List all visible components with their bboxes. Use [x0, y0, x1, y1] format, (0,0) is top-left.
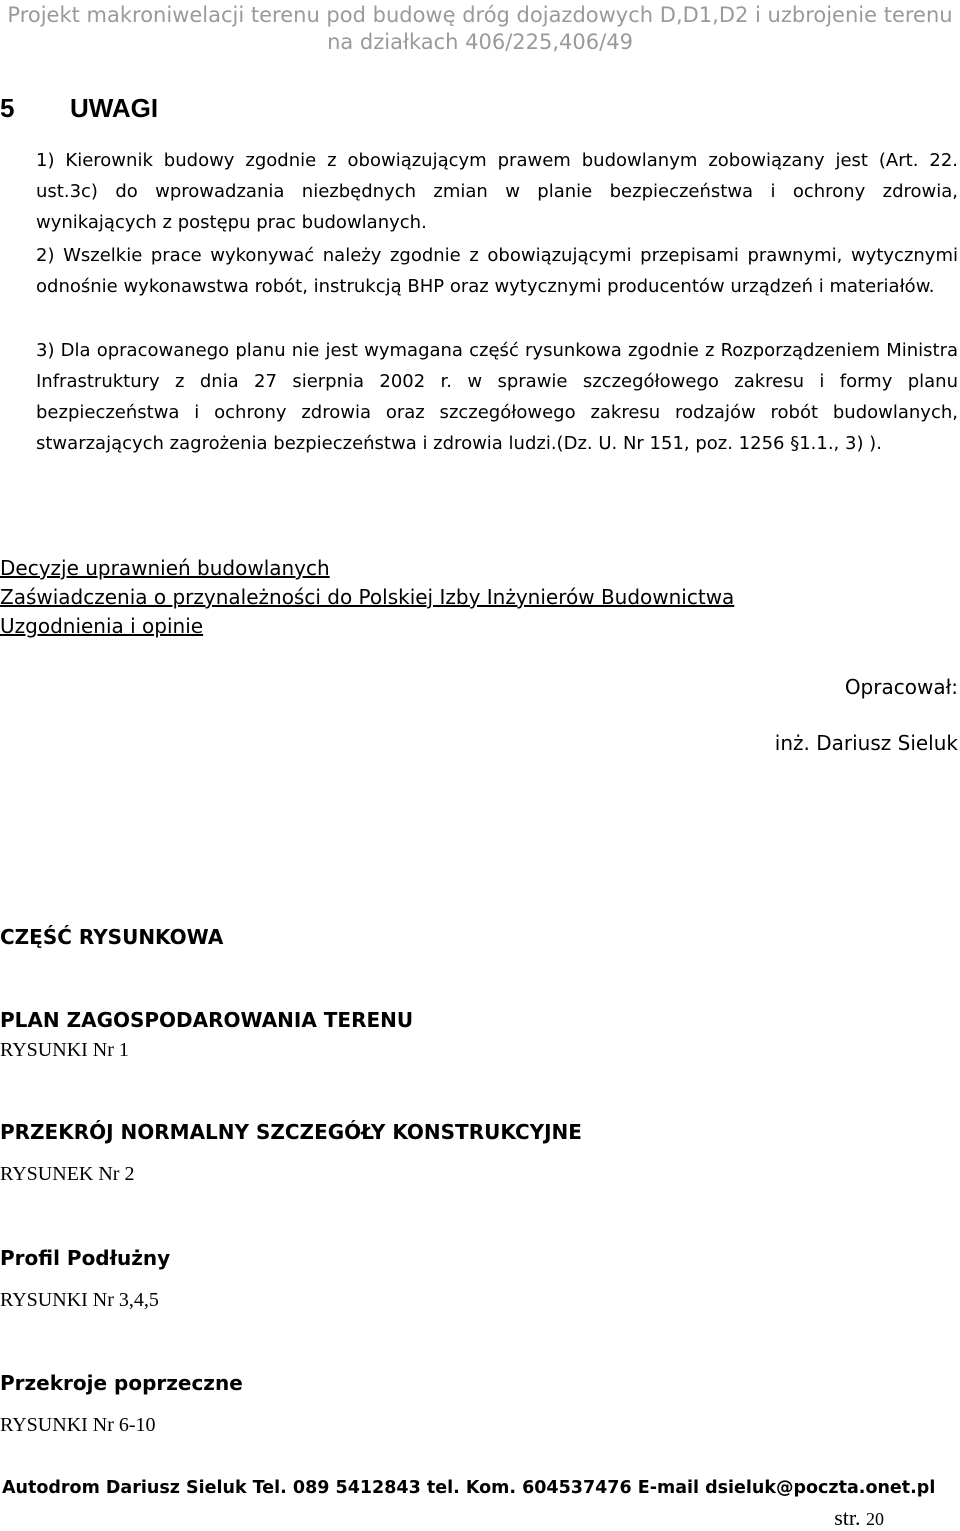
- signature-label: Opracował:: [844, 675, 958, 699]
- page-number: [834, 1505, 884, 1531]
- section-title: UWAGI: [70, 93, 159, 123]
- footer-contact: Autodrom Dariusz Sieluk Tel. 089 5412843 tel. Kom. 604537476 E-mail dsieluk@poczta.onet.pl: [2, 1478, 936, 1498]
- section-number: 5: [0, 93, 15, 123]
- header-title-line-2: na działkach 406/225,406/49: [327, 30, 633, 54]
- page-label: str.: [834, 1505, 861, 1530]
- document-link-certificates[interactable]: Zaświadczenia o przynależności do Polskiej Izby Inżynierów Budownictwa: [0, 585, 735, 609]
- remark-2: 2) Wszelkie prace wykonywać należy zgodnie z obowiązującymi przepisami prawnymi, wytycznymi odnośnie wykonawstwa robót, instrukcją BHP oraz wytycznymi producentów urządzeń i materiałów.: [36, 245, 958, 297]
- drawing-name: PRZEKRÓJ NORMALNY SZCZEGÓŁY KONSTRUKCYJNE: [0, 1120, 582, 1144]
- remark-3: 3) Dla opracowanego planu nie jest wymagana część rysunkowa zgodnie z Rozporządzeniem Ministra Infrastruktury z dnia 27 sierpnia 2002 r. w sprawie szczegółowego zakresu i formy planu bezpieczeństwa i ochrony zdrowia oraz szczegółowego zakresu rodzajów robót budowlanych, stwarzających zagrożenia bezpieczeństwa i zdrowia ludzi.(Dz. U. Nr 151, poz. 1256 §1.1., 3) ).: [36, 340, 958, 454]
- document-link-decisions[interactable]: Decyzje uprawnień budowlanych: [0, 556, 330, 580]
- page-number-value: 20: [866, 1509, 884, 1529]
- document-link-agreements[interactable]: Uzgodnienia i opinie: [0, 614, 204, 638]
- drawing-name: PLAN ZAGOSPODAROWANIA TERENU: [0, 1008, 414, 1032]
- drawings-section-title: CZĘŚĆ RYSUNKOWA: [0, 925, 224, 949]
- signature-name: inż. Dariusz Sieluk: [774, 731, 958, 755]
- remark-1: 1) Kierownik budowy zgodnie z obowiązującym prawem budowlanym zobowiązany jest (Art. 22. ust.3c) do wprowadzania niezbędnych zmian w planie bezpieczeństwa i ochrony zdrowia, wynikających z postępu prac budowlanych.: [36, 150, 958, 233]
- drawing-name: Przekroje poprzeczne: [0, 1371, 243, 1395]
- drawing-name: Profil Podłużny: [0, 1246, 171, 1270]
- drawing-reference: RYSUNEK Nr 2: [0, 1163, 135, 1185]
- drawing-reference: RYSUNKI Nr 6-10: [0, 1414, 156, 1436]
- drawing-reference: RYSUNKI Nr 1: [0, 1039, 129, 1061]
- header-title-line-1: Projekt makroniwelacji terenu pod budowę dróg dojazdowych D,D1,D2 i uzbrojenie terenu: [7, 3, 953, 27]
- drawing-reference: RYSUNKI Nr 3,4,5: [0, 1289, 159, 1311]
